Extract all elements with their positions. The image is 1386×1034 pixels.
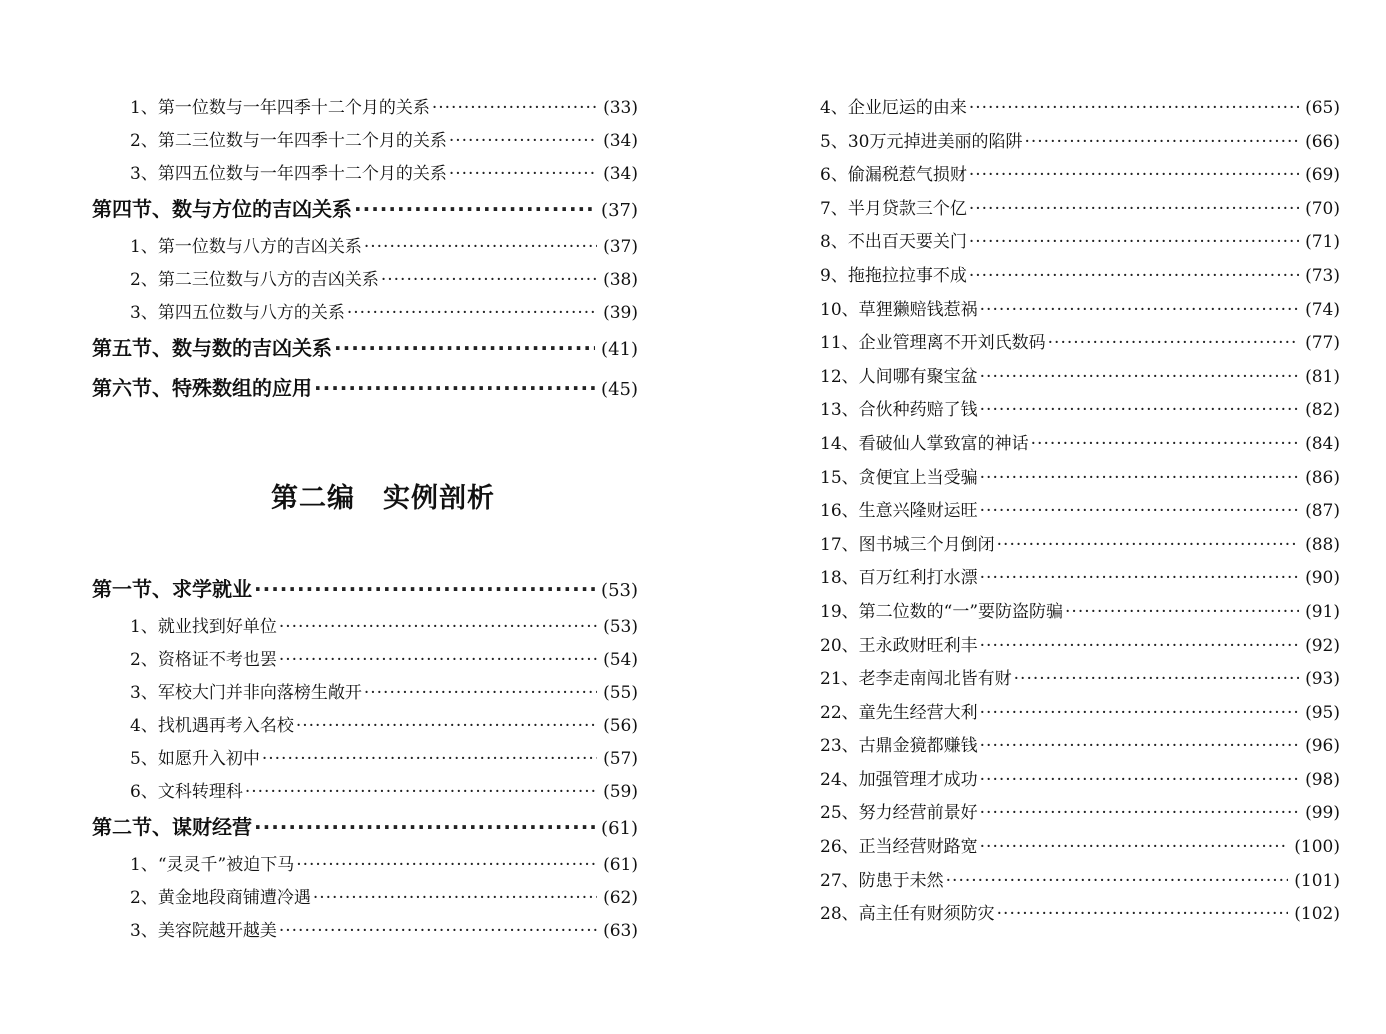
toc-entry-title: 13、合伙种药赔了钱 [820, 400, 978, 421]
dot-leader [1048, 333, 1299, 353]
toc-item-entry [820, 400, 1340, 420]
toc-page-number: (96) [1305, 736, 1340, 757]
toc-page-number: (53) [603, 617, 638, 637]
toc-page-number: (84) [1305, 433, 1340, 454]
toc-page-number: (38) [603, 270, 638, 290]
dot-leader [314, 376, 595, 400]
toc-item-entry [78, 164, 638, 184]
toc-entry-title: 19、第二位数的“一”要防盗防骗 [820, 601, 1064, 622]
toc-page-number: (54) [603, 650, 638, 670]
toc-page-number: (34) [603, 131, 638, 151]
toc-list-lower [78, 577, 638, 941]
dot-leader [980, 300, 1299, 320]
dot-leader [997, 904, 1289, 924]
dot-leader [296, 716, 597, 736]
dot-leader [997, 535, 1299, 555]
toc-page-number: (65) [1305, 98, 1340, 118]
toc-item-entry [78, 683, 638, 703]
toc-item-entry [820, 468, 1340, 488]
toc-page-number: (56) [603, 716, 638, 736]
toc-item-entry [820, 535, 1340, 555]
toc-item-entry [820, 232, 1340, 252]
dot-leader [354, 197, 595, 221]
toc-section-entry [78, 336, 638, 362]
toc-entry-title: 23、古鼎金獍都赚钱 [820, 736, 978, 757]
dot-leader [262, 749, 597, 769]
dot-leader [245, 782, 597, 802]
toc-entry-title: 24、加强管理才成功 [820, 769, 978, 790]
toc-page-number: (61) [601, 818, 638, 839]
toc-page-number: (98) [1305, 769, 1340, 790]
toc-entry-title: 5、30万元掉进美丽的陷阱 [820, 131, 1023, 152]
toc-section-entry [78, 577, 638, 603]
part-title [78, 476, 638, 515]
dot-leader [347, 303, 597, 323]
toc-item-entry [820, 568, 1340, 588]
toc-page-number: (37) [603, 237, 638, 257]
toc-page-number: (99) [1305, 803, 1340, 824]
toc-item-entry [78, 716, 638, 736]
left-page [78, 98, 638, 954]
toc-page-number: (37) [601, 200, 638, 221]
toc-item-entry [78, 237, 638, 257]
toc-entry-title: 15、贪便宜上当受骗 [820, 467, 978, 488]
toc-page-number: (61) [603, 855, 638, 875]
toc-item-entry [78, 888, 638, 908]
toc-item-entry [820, 165, 1340, 185]
dot-leader [432, 98, 597, 118]
toc-item-entry [820, 803, 1340, 823]
toc-item-entry [78, 617, 638, 637]
toc-item-entry [820, 501, 1340, 521]
toc-item-entry [78, 749, 638, 769]
dot-leader [980, 770, 1299, 790]
toc-item-entry [820, 199, 1340, 219]
toc-entry-title: 3、第四五位数与八方的关系 [130, 303, 345, 323]
dot-leader [980, 803, 1299, 823]
dot-leader [980, 837, 1289, 857]
toc-item-entry [820, 266, 1340, 286]
toc-page-number: (33) [603, 98, 638, 118]
toc-page-number: (66) [1305, 131, 1340, 152]
right-page [820, 98, 1340, 938]
toc-entry-title: 25、努力经营前景好 [820, 803, 978, 824]
toc-entry-title: 2、资格证不考也罢 [130, 650, 277, 670]
toc-entry-title: 20、王永政财旺利丰 [820, 635, 978, 656]
toc-page-number: (69) [1305, 165, 1340, 186]
toc-page-number: (91) [1305, 601, 1340, 622]
toc-page-number: (34) [603, 164, 638, 184]
toc-page-number: (92) [1305, 635, 1340, 656]
toc-section-entry [78, 376, 638, 402]
toc-page-number: (73) [1305, 265, 1340, 286]
dot-leader [449, 131, 597, 151]
dot-leader [334, 336, 595, 360]
dot-leader [279, 921, 597, 941]
toc-entry-title: 6、文科转理科 [130, 782, 243, 802]
dot-leader [980, 636, 1299, 656]
dot-leader [254, 815, 595, 839]
toc-entry-title: 17、图书城三个月倒闭 [820, 534, 995, 555]
toc-entry-title: 21、老李走南闯北皆有财 [820, 669, 1012, 690]
dot-leader [969, 165, 1299, 185]
dot-leader [969, 199, 1299, 219]
toc-item-entry [78, 921, 638, 941]
toc-entry-title: 8、不出百天要关门 [820, 232, 967, 253]
toc-entry-title: 第一节、求学就业 [92, 577, 252, 601]
dot-leader [980, 703, 1299, 723]
dot-leader [1065, 602, 1299, 622]
toc-entry-title: 1、第一位数与一年四季十二个月的关系 [130, 98, 430, 118]
dot-leader [980, 568, 1299, 588]
toc-page-number: (102) [1294, 904, 1340, 925]
toc-item-entry [78, 650, 638, 670]
dot-leader [279, 617, 597, 637]
toc-entry-title: 1、第一位数与八方的吉凶关系 [130, 237, 362, 257]
dot-leader [1014, 669, 1299, 689]
toc-entry-title: 22、童先生经营大利 [820, 702, 978, 723]
toc-page-number: (59) [603, 782, 638, 802]
toc-page-number: (41) [601, 339, 638, 360]
toc-item-entry [820, 300, 1340, 320]
toc-entry-title: 第二节、谋财经营 [92, 815, 252, 839]
toc-item-entry [820, 367, 1340, 387]
toc-entry-title: 10、草狸獭赔钱惹祸 [820, 299, 978, 320]
toc-item-entry [820, 871, 1340, 891]
part-title-name: 实例剖析 [383, 483, 495, 514]
toc-entry-title: 第六节、特殊数组的应用 [92, 376, 312, 400]
toc-item-entry [820, 602, 1340, 622]
toc-item-entry [820, 904, 1340, 924]
toc-entry-title: 3、美容院越开越美 [130, 921, 277, 941]
dot-leader [980, 468, 1299, 488]
toc-entry-title: 第五节、数与数的吉凶关系 [92, 336, 332, 360]
toc-entry-title: 2、第二三位数与八方的吉凶关系 [130, 270, 379, 290]
toc-entry-title: 第四节、数与方位的吉凶关系 [92, 197, 352, 221]
toc-entry-title: 4、找机遇再考入名校 [130, 716, 294, 736]
dot-leader [980, 367, 1299, 387]
toc-page-number: (87) [1305, 501, 1340, 522]
dot-leader [969, 266, 1299, 286]
toc-page-number: (100) [1294, 837, 1340, 858]
toc-item-entry [78, 131, 638, 151]
toc-item-entry [820, 770, 1340, 790]
toc-item-entry [78, 303, 638, 323]
toc-entry-title: 1、“灵灵千”被迫下马 [130, 855, 295, 875]
toc-item-entry [820, 837, 1340, 857]
toc-page-number: (63) [603, 921, 638, 941]
toc-page-number: (74) [1305, 299, 1340, 320]
toc-item-entry [78, 98, 638, 118]
toc-page-number: (45) [601, 379, 638, 400]
dot-leader [969, 232, 1299, 252]
dot-leader [980, 736, 1299, 756]
toc-list-upper [78, 98, 638, 402]
toc-entry-title: 9、拖拖拉拉事不成 [820, 265, 967, 286]
dot-leader [296, 855, 597, 875]
dot-leader [254, 577, 595, 601]
toc-entry-title: 7、半月贷款三个亿 [820, 198, 967, 219]
toc-entry-title: 4、企业厄运的由来 [820, 98, 967, 118]
toc-page-number: (95) [1305, 702, 1340, 723]
toc-entry-title: 18、百万红利打水漂 [820, 568, 978, 589]
toc-item-entry [78, 782, 638, 802]
toc-page-number: (55) [603, 683, 638, 703]
toc-page-number: (70) [1305, 198, 1340, 219]
toc-page-number: (77) [1305, 333, 1340, 354]
toc-entry-title: 11、企业管理离不开刘氏数码 [820, 333, 1046, 354]
toc-entry-title: 16、生意兴隆财运旺 [820, 501, 978, 522]
toc-item-entry [820, 98, 1340, 118]
toc-page-number: (101) [1294, 870, 1340, 891]
toc-page-number: (39) [603, 303, 638, 323]
toc-page-number: (93) [1305, 669, 1340, 690]
toc-entry-title: 14、看破仙人掌致富的神话 [820, 433, 1029, 454]
toc-page-number: (81) [1305, 366, 1340, 387]
dot-leader [969, 98, 1299, 118]
toc-page-number: (90) [1305, 568, 1340, 589]
toc-page-number: (82) [1305, 400, 1340, 421]
toc-entry-title: 28、高主任有财须防灾 [820, 904, 995, 925]
dot-leader [1024, 132, 1299, 152]
dot-leader [449, 164, 597, 184]
dot-leader [980, 501, 1299, 521]
toc-entry-title: 3、第四五位数与一年四季十二个月的关系 [130, 164, 447, 184]
dot-leader [980, 400, 1299, 420]
toc-item-entry [78, 855, 638, 875]
toc-item-entry [820, 736, 1340, 756]
dot-leader [313, 888, 597, 908]
dot-leader [364, 683, 597, 703]
toc-item-entry [820, 333, 1340, 353]
toc-entry-title: 3、军校大门并非向落榜生敞开 [130, 683, 362, 703]
toc-section-entry [78, 815, 638, 841]
toc-entry-title: 2、黄金地段商铺遭冷遇 [130, 888, 311, 908]
toc-page-number: (71) [1305, 232, 1340, 253]
toc-page-number: (88) [1305, 534, 1340, 555]
toc-item-entry [820, 703, 1340, 723]
part-title-number: 第二编 [271, 483, 355, 514]
dot-leader [279, 650, 597, 670]
toc-entry-title: 1、就业找到好单位 [130, 617, 277, 637]
dot-leader [946, 871, 1289, 891]
toc-section-entry [78, 197, 638, 223]
toc-entry-title: 27、防患于未然 [820, 870, 944, 891]
dot-leader [381, 270, 597, 290]
toc-entry-title: 12、人间哪有聚宝盆 [820, 366, 978, 387]
dot-leader [364, 237, 597, 257]
toc-page-number: (53) [601, 580, 638, 601]
toc-entry-title: 2、第二三位数与一年四季十二个月的关系 [130, 131, 447, 151]
toc-item-entry [78, 270, 638, 290]
toc-item-entry [820, 669, 1340, 689]
toc-item-entry [820, 132, 1340, 152]
toc-entry-title: 5、如愿升入初中 [130, 749, 260, 769]
toc-entry-title: 26、正当经营财路宽 [820, 837, 978, 858]
toc-item-entry [820, 636, 1340, 656]
toc-entry-title: 6、偷漏税惹气损财 [820, 165, 967, 186]
toc-page-number: (57) [603, 749, 638, 769]
toc-item-entry [820, 434, 1340, 454]
toc-page-number: (86) [1305, 467, 1340, 488]
dot-leader [1031, 434, 1299, 454]
toc-page-number: (62) [603, 888, 638, 908]
toc-list-right [820, 98, 1340, 924]
